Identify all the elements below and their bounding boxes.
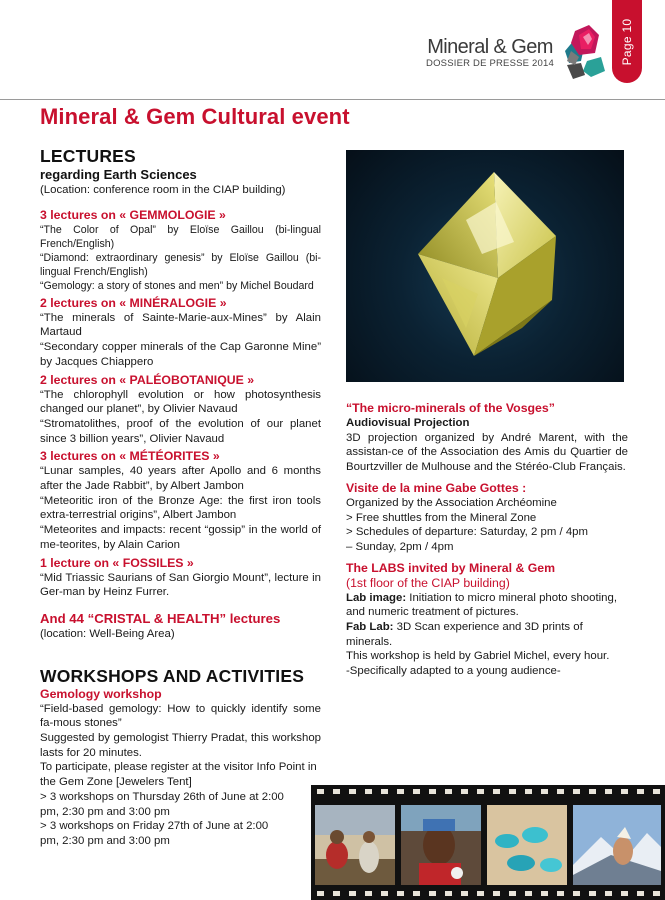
micro-minerals-label: “The micro-minerals of the Vosges” bbox=[346, 401, 555, 415]
lecture-item: “Gemology: a story of stones and men” by Michel Boudard bbox=[40, 279, 314, 292]
mine-line: Organized by the Association Archéomine bbox=[346, 496, 557, 509]
cristal-health-label: And 44 “CRISTAL & HEALTH” lectures bbox=[40, 610, 281, 626]
paleobotanique-label: 2 lectures on « PALÉOBOTANIQUE » bbox=[40, 372, 255, 387]
header-divider bbox=[0, 99, 665, 100]
cristal-health-location: (location: Well-Being Area) bbox=[40, 627, 175, 640]
lecture-item: “Meteorites and impacts: recent “gossip” in the world of me-teorites, by Alain Carion bbox=[40, 524, 321, 551]
workshop-line: Suggested by gemologist Thierry Pradat, this workshop lasts for 20 minutes. bbox=[40, 732, 321, 759]
gemology-workshop-label: Gemology workshop bbox=[40, 686, 162, 701]
workshop-line: > 3 workshops on Friday 27th of June at 2:00 pm, 2:30 pm and 3:00 pm bbox=[40, 820, 269, 847]
lab-image-line bbox=[346, 591, 628, 620]
workshop-line: To participate, please register at the visitor Info Point in the Gem Zone [Jewelers Tent] bbox=[40, 761, 317, 789]
labs-line: -Specifically adapted to a young audience- bbox=[346, 665, 561, 678]
mine-line: > Free shuttles from the Mineral Zone bbox=[346, 511, 537, 524]
lectures-heading: LECTURES bbox=[40, 146, 136, 166]
workshop-line: “Field-based gemology: How to quickly identify some fa-mous stones” bbox=[40, 702, 321, 730]
lectures-location: (Location: conference room in the CIAP building) bbox=[40, 184, 286, 196]
micro-minerals-text: 3D projection organized by André Marent, with the assistan-ce of the Association des Amis du Quartier de Bourtzviller de Mulhouse and the Stéréo-Club Français. bbox=[346, 431, 628, 474]
workshops-heading: WORKSHOPS AND ACTIVITIES bbox=[40, 665, 305, 686]
mine-line: – Sunday, 2pm / 4pm bbox=[346, 540, 454, 553]
lecture-item: “Mid Triassic Saurians of San Giorgio Mount”, lecture in Ger-man by Heinz Furrer. bbox=[40, 571, 321, 599]
mine-visit-label: Visite de la mine Gabe Gottes : bbox=[346, 480, 527, 495]
mineralogie-label: 2 lectures on « MINÉRALOGIE » bbox=[40, 295, 227, 310]
lecture-item: “The Color of Opal” by Eloïse Gaillou (bi-lingual French/English) bbox=[40, 223, 321, 250]
gemmologie-label: 3 lectures on « GEMMOLOGIE » bbox=[40, 207, 226, 222]
gem-cluster-icon bbox=[561, 21, 607, 81]
film-strip-photos bbox=[311, 785, 665, 900]
workshop-line: > 3 workshops on Thursday 26th of June at 2:00 pm, 2:30 pm and 3:00 pm bbox=[40, 790, 284, 818]
labs-line: This workshop is held by Gabriel Michel, every hour. bbox=[346, 650, 610, 663]
lecture-item: “Stromatolithes, proof of the evolution of our planet since 3 billion years”, Olivier Navaud bbox=[40, 417, 321, 445]
lecture-item: “Secondary copper minerals of the Cap Garonne Mine” by Jacques Chiappero bbox=[40, 341, 321, 368]
lab-image-label: Lab image: bbox=[346, 591, 407, 604]
mine-line: > Schedules of departure: Saturday, 2 pm / 4pm bbox=[346, 526, 588, 539]
lab-image-text: Initiation to micro mineral photo shooting, and numeric treatment of pictures. bbox=[346, 591, 617, 619]
fab-lab-text: 3D Scan experience and 3D prints of minerals. bbox=[346, 621, 583, 648]
page-number: Page 10 bbox=[620, 18, 634, 65]
lecture-item: “Lunar samples, 40 years after Apollo and 6 months after the Jade Rabbit”, by Albert Jambon bbox=[40, 465, 321, 493]
lecture-item: “The minerals of Sainte-Marie-aux-Mines” by Alain Martaud bbox=[40, 311, 321, 339]
brand-subtitle: DOSSIER DE PRESSE 2014 bbox=[426, 58, 554, 69]
labs-location: (1st floor of the CIAP building) bbox=[346, 575, 510, 590]
fab-lab-line bbox=[346, 620, 628, 649]
brand-name: Mineral & Gem bbox=[427, 36, 553, 58]
lecture-item: “The chlorophyll evolution or how photosynthesis changed our planet”, by Olivier Navaud bbox=[40, 388, 321, 416]
labs-label: The LABS invited by Mineral & Gem bbox=[346, 560, 556, 575]
lecture-item: “Diamond: extraordinary genesis” by Eloïse Gaillou (bi-lingual French/English) bbox=[40, 251, 321, 278]
yellow-diamond-photo bbox=[346, 150, 624, 382]
micro-minerals-sub: Audiovisual Projection bbox=[346, 417, 470, 429]
page-title: Mineral & Gem Cultural event bbox=[40, 104, 350, 129]
fab-lab-label: Fab Lab: bbox=[346, 621, 394, 634]
page-number-tab bbox=[612, 0, 642, 83]
right-column bbox=[346, 401, 628, 679]
lectures-subheading: regarding Earth Sciences bbox=[40, 167, 197, 182]
left-column bbox=[40, 146, 321, 849]
brand-logo bbox=[426, 37, 554, 69]
meteorites-label: 3 lectures on « MÉTÉORITES » bbox=[40, 449, 220, 464]
lecture-item: “Meteoritic iron of the Bronze Age: the first iron tools extra-terrestrial origins”, Albert Jambon bbox=[40, 494, 321, 522]
fossiles-label: 1 lecture on « FOSSILES » bbox=[40, 555, 194, 570]
